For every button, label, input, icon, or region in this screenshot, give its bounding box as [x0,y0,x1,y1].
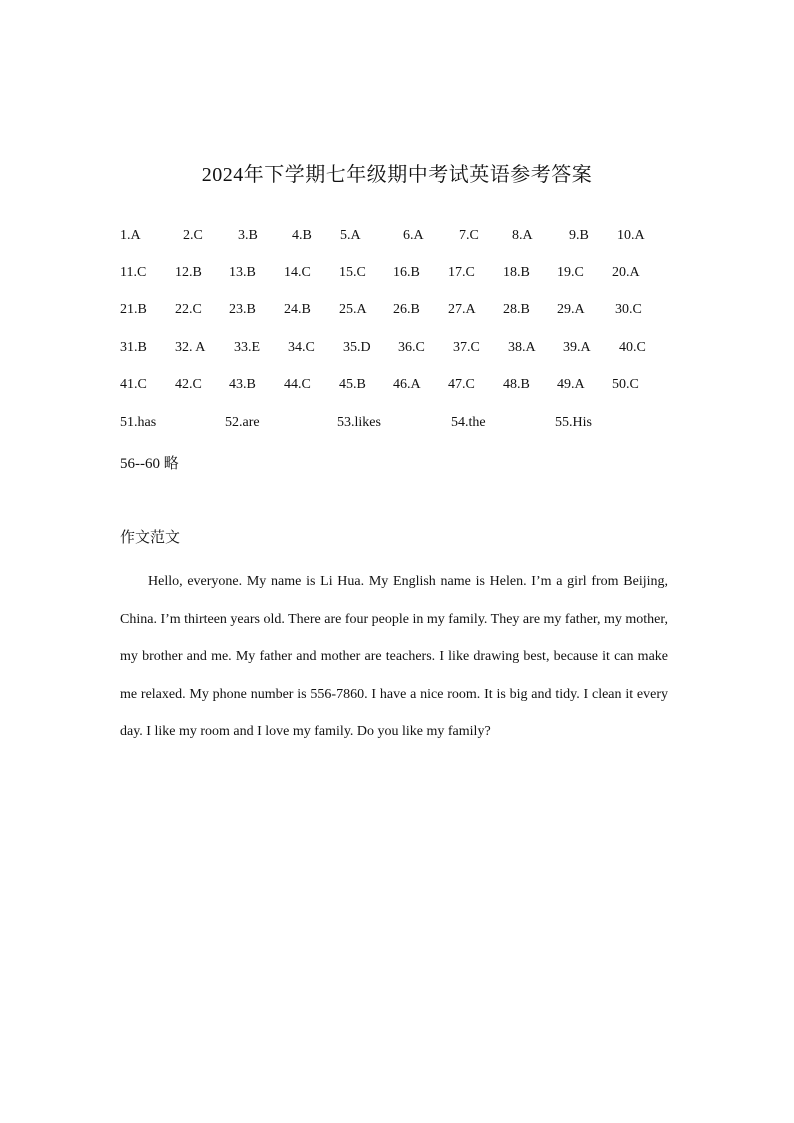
answer-49: 49.A [557,377,585,392]
answer-41: 41.C [120,377,147,392]
answer-53: 53.likes [337,415,381,430]
answer-7: 7.C [459,228,479,243]
answer-45: 45.B [339,377,366,392]
answer-24: 24.B [284,302,311,317]
answer-51: 51.has [120,415,157,430]
answer-46: 46.A [393,377,421,392]
answer-27: 27.A [448,302,476,317]
answer-17: 17.C [448,265,475,280]
answer-33: 33.E [234,340,261,355]
answer-25: 25.A [339,302,367,317]
answer-8: 8.A [512,228,533,243]
answer-1: 1.A [120,228,141,243]
answer-55: 55.His [555,415,592,430]
answer-42: 42.C [175,377,202,392]
answer-31: 31.B [120,340,147,355]
answer-19: 19.C [557,265,584,280]
answer-50: 50.C [612,377,639,392]
answer-13: 13.B [229,265,256,280]
answer-2: 2.C [183,228,203,243]
answer-5: 5.A [340,228,361,243]
answer-47: 47.C [448,377,475,392]
essay-body: Hello, everyone. My name is Li Hua. My English name is Helen. I’m a girl from Beijing, China. I’m thirteen years old. There are four people in my family. They are my father, my mother, my brother and me. My father and mother are teachers. I like drawing best, because it can make me relaxed. My phone number is 556-7860. I have a nice room. It is big and tidy. I clean it every day. I like my room and I love my family. Do you like my family? [120,574,668,739]
answer-21: 21.B [120,302,147,317]
answer-12: 12.B [175,265,202,280]
answer-34: 34.C [288,340,315,355]
answer-54: 54.the [451,415,486,430]
answer-22: 22.C [175,302,202,317]
answer-15: 15.C [339,265,366,280]
answer-3: 3.B [238,228,258,243]
answer-18: 18.B [503,265,530,280]
answer-56-60: 56--60 略 [120,456,179,472]
answer-4: 4.B [292,228,312,243]
answer-38: 38.A [508,340,536,355]
answer-37: 37.C [453,340,480,355]
answer-26: 26.B [393,302,420,317]
answer-23: 23.B [229,302,256,317]
answer-16: 16.B [393,265,420,280]
answer-52: 52.are [225,415,260,430]
answer-32: 32. A [175,340,206,355]
answer-28: 28.B [503,302,530,317]
answer-20: 20.A [612,265,640,280]
answer-48: 48.B [503,377,530,392]
page-title: 2024年下学期七年级期中考试英语参考答案 [201,164,593,186]
answer-30: 30.C [615,302,642,317]
answer-36: 36.C [398,340,425,355]
answer-39: 39.A [563,340,591,355]
answer-10: 10.A [617,228,645,243]
answer-35: 35.D [343,340,371,355]
answer-44: 44.C [284,377,311,392]
answer-14: 14.C [284,265,311,280]
answer-6: 6.A [403,228,424,243]
answer-9: 9.B [569,228,589,243]
answer-43: 43.B [229,377,256,392]
answer-40: 40.C [619,340,646,355]
essay-heading: 作文范文 [120,530,181,546]
answer-29: 29.A [557,302,585,317]
answer-11: 11.C [120,265,147,280]
